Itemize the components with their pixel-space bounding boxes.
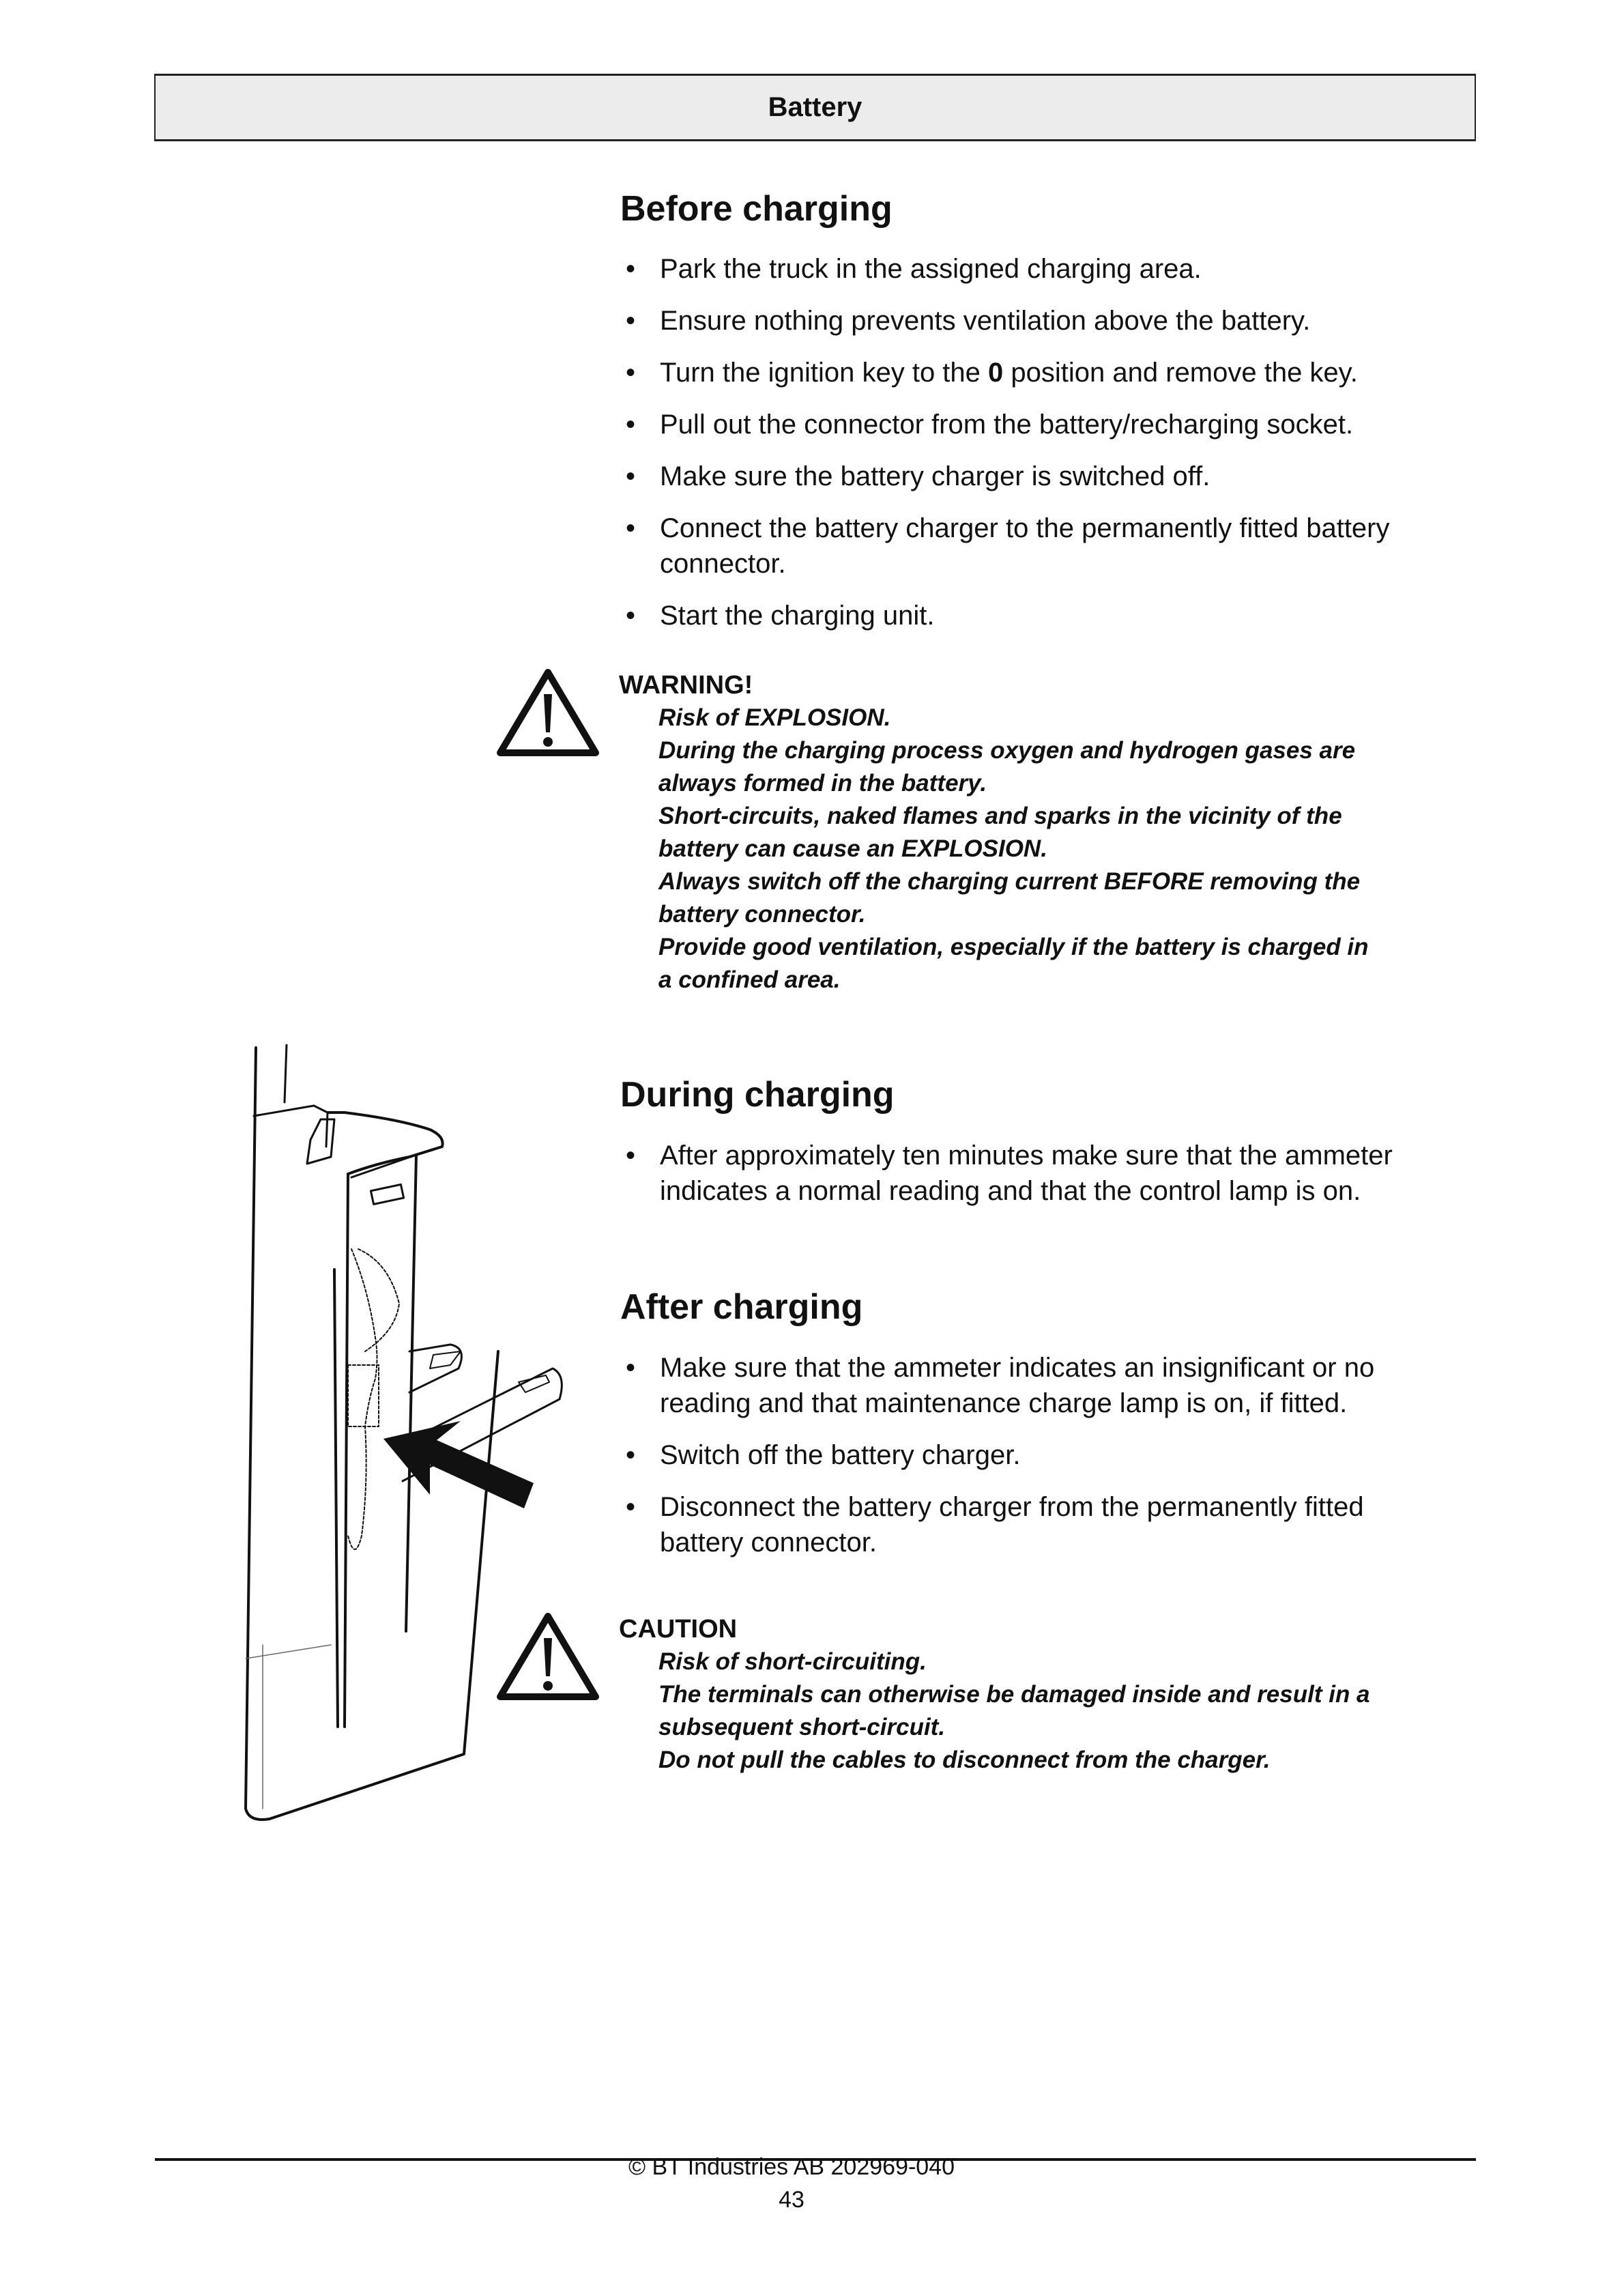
bullet-icon: • bbox=[626, 358, 636, 388]
bullet-icon: • bbox=[626, 461, 636, 491]
list-item: • Turn the ignition key to the 0 position and remove the key. bbox=[620, 355, 1480, 390]
bullet-icon: • bbox=[626, 1440, 636, 1470]
before-charging-list bbox=[620, 251, 1480, 650]
warning-text: Risk of EXPLOSION. During the charging process oxygen and hydrogen gases are always formed in the battery. Short-circuits, naked flames and sparks in the vicinity of the battery can cause an EXPLOSION. Always switch off the charging current BEFORE removing the battery connector. Provide good ventilation, especially if the battery is charged in a confined area. bbox=[658, 704, 1369, 993]
bullet-icon: • bbox=[626, 601, 636, 631]
truck-battery-connector-illustration bbox=[205, 1044, 614, 1829]
bullet-icon: • bbox=[626, 1353, 636, 1383]
list-item: • Start the charging unit. bbox=[620, 598, 1480, 633]
during-charging-list bbox=[620, 1138, 1480, 1225]
list-item: • Disconnect the battery charger from the permanently fitted battery connector. bbox=[620, 1489, 1480, 1560]
bullet-icon: • bbox=[626, 254, 636, 284]
bullet-icon: • bbox=[626, 1140, 636, 1171]
caution-text: Risk of short-circuiting. The terminals can otherwise be damaged inside and result in a subsequent short-circuit. Do not pull the cables to disconnect from the charger. bbox=[658, 1648, 1370, 1773]
after-charging-list bbox=[620, 1350, 1480, 1577]
section-title-before-charging: Before charging bbox=[620, 189, 893, 229]
bullet-icon: • bbox=[626, 1492, 636, 1522]
list-item: • Make sure that the ammeter indicates an insignificant or no reading and that maintenance charge lamp is on, if fitted. bbox=[620, 1350, 1480, 1421]
key-position-value: 0 bbox=[988, 358, 1004, 388]
bullet-icon: • bbox=[626, 410, 636, 440]
bullet-icon: • bbox=[626, 513, 636, 543]
list-item: • Connect the battery charger to the permanently fitted battery connector. bbox=[620, 511, 1480, 582]
bullet-icon: • bbox=[626, 306, 636, 336]
chapter-title: Battery bbox=[768, 92, 862, 122]
warning-notice bbox=[619, 669, 1485, 996]
list-item: • After approximately ten minutes make sure that the ammeter indicates a normal reading and that the control lamp is on. bbox=[620, 1138, 1480, 1209]
list-item: • Pull out the connector from the battery/recharging socket. bbox=[620, 407, 1480, 442]
list-item: • Ensure nothing prevents ventilation above the battery. bbox=[620, 303, 1480, 339]
caution-notice bbox=[619, 1613, 1485, 1777]
section-title-after-charging: After charging bbox=[620, 1287, 863, 1327]
chapter-header bbox=[154, 74, 1476, 141]
warning-label: WARNING! bbox=[619, 671, 753, 700]
page-number: 43 bbox=[779, 2187, 804, 2213]
section-title-during-charging: During charging bbox=[620, 1075, 895, 1115]
footer-copyright: © BT Industries AB 202969-040 bbox=[628, 2154, 955, 2180]
list-item: • Park the truck in the assigned charging area. bbox=[620, 251, 1480, 287]
list-item: • Make sure the battery charger is switched off. bbox=[620, 459, 1480, 494]
list-item: • Switch off the battery charger. bbox=[620, 1437, 1480, 1473]
warning-triangle-icon bbox=[496, 667, 600, 758]
caution-label: CAUTION bbox=[619, 1615, 738, 1644]
